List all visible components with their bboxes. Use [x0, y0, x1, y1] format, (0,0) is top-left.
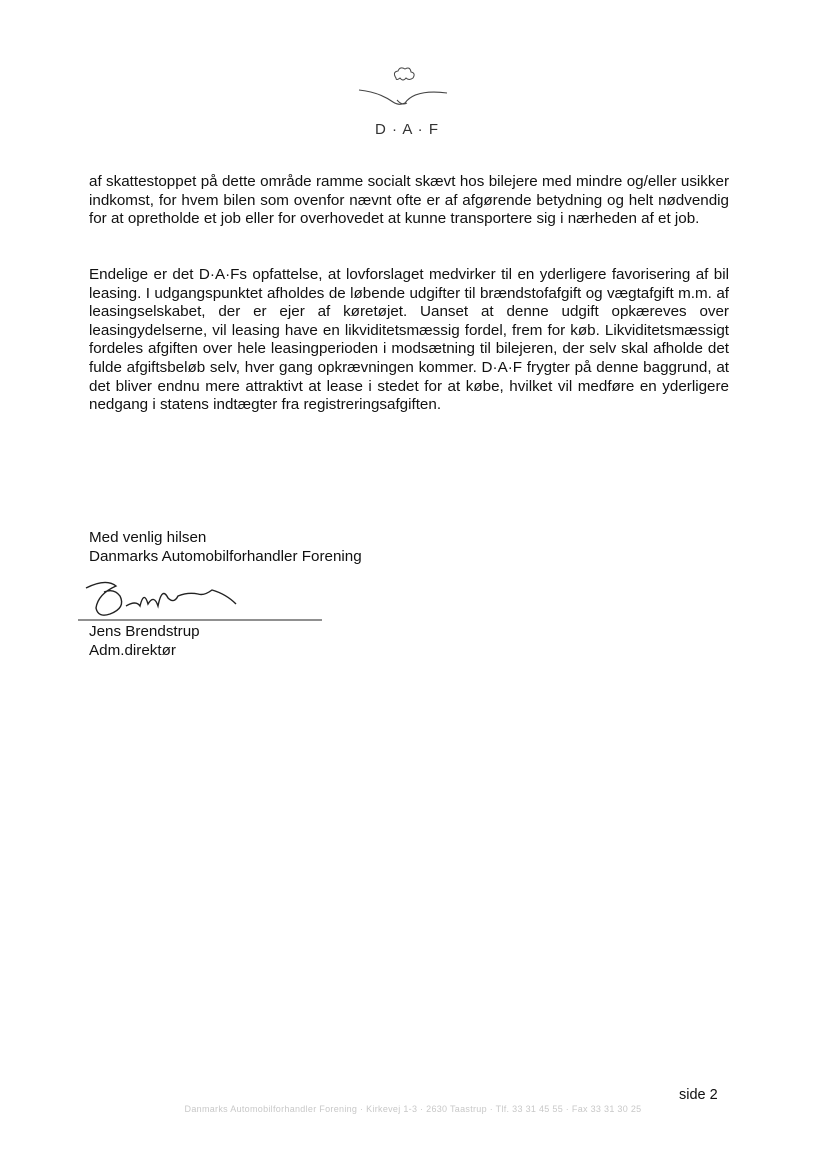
page-footer: Danmarks Automobilforhandler Forening · Kirkevej 1-3 · 2630 Taastrup · Tlf. 33 31 45 55 · Fax 33 31 30 25 [184, 1104, 642, 1114]
bird-logo-icon [352, 66, 462, 121]
page-number: side 2 [679, 1087, 718, 1103]
handwritten-signature [76, 576, 326, 626]
signer-name: Jens Brendstrup [89, 623, 200, 640]
closing-block [89, 529, 362, 566]
signer-title: Adm.direktør [89, 641, 176, 659]
paragraph-2: Endelige er det D·A·Fs opfattelse, at lovforslaget medvirker til en yderligere favorisering af bil leasing. I udgangspunktet afholdes de løbende udgifter til brændstofafgift og vægtafgift m.m. af leasingselskabet, der er ejer af køretøjet. Uanset at denne udgift opkæreves over leasingydelserne, vil leasing have en likviditetsmæssig fordel, frem for køb. Likviditetsmæssigt fordeles afgiften over hele leasingperioden i modsætning til bilejeren, der selv skal afholde det fulde afgiftsbeløb selv, hver gang opkrævningen kommer. D·A·F frygter på denne baggrund, at det bliver endnu mere attraktivt at lease i stedet for at købe, hvilket vil medføre en yderligere nedgang i statens indtægter fra registreringsafgiften. [89, 266, 729, 414]
letterhead-logo [352, 66, 462, 146]
signer-block [89, 623, 200, 660]
letterhead-text: D · A · F [374, 121, 439, 138]
closing-organization: Danmarks Automobilforhandler Forening [89, 547, 362, 565]
closing-greeting: Med venlig hilsen [89, 529, 207, 546]
paragraph-1: af skattestoppet på dette område ramme socialt skævt hos bilejere med mindre og/eller usikker indkomst, for hvem bilen som ovenfor nævnt ofte er af afgørende betydning og helt nødvendig for at opretholde et job eller for overhovedet at kunne transportere sig i nærheden af et job. [89, 173, 729, 228]
